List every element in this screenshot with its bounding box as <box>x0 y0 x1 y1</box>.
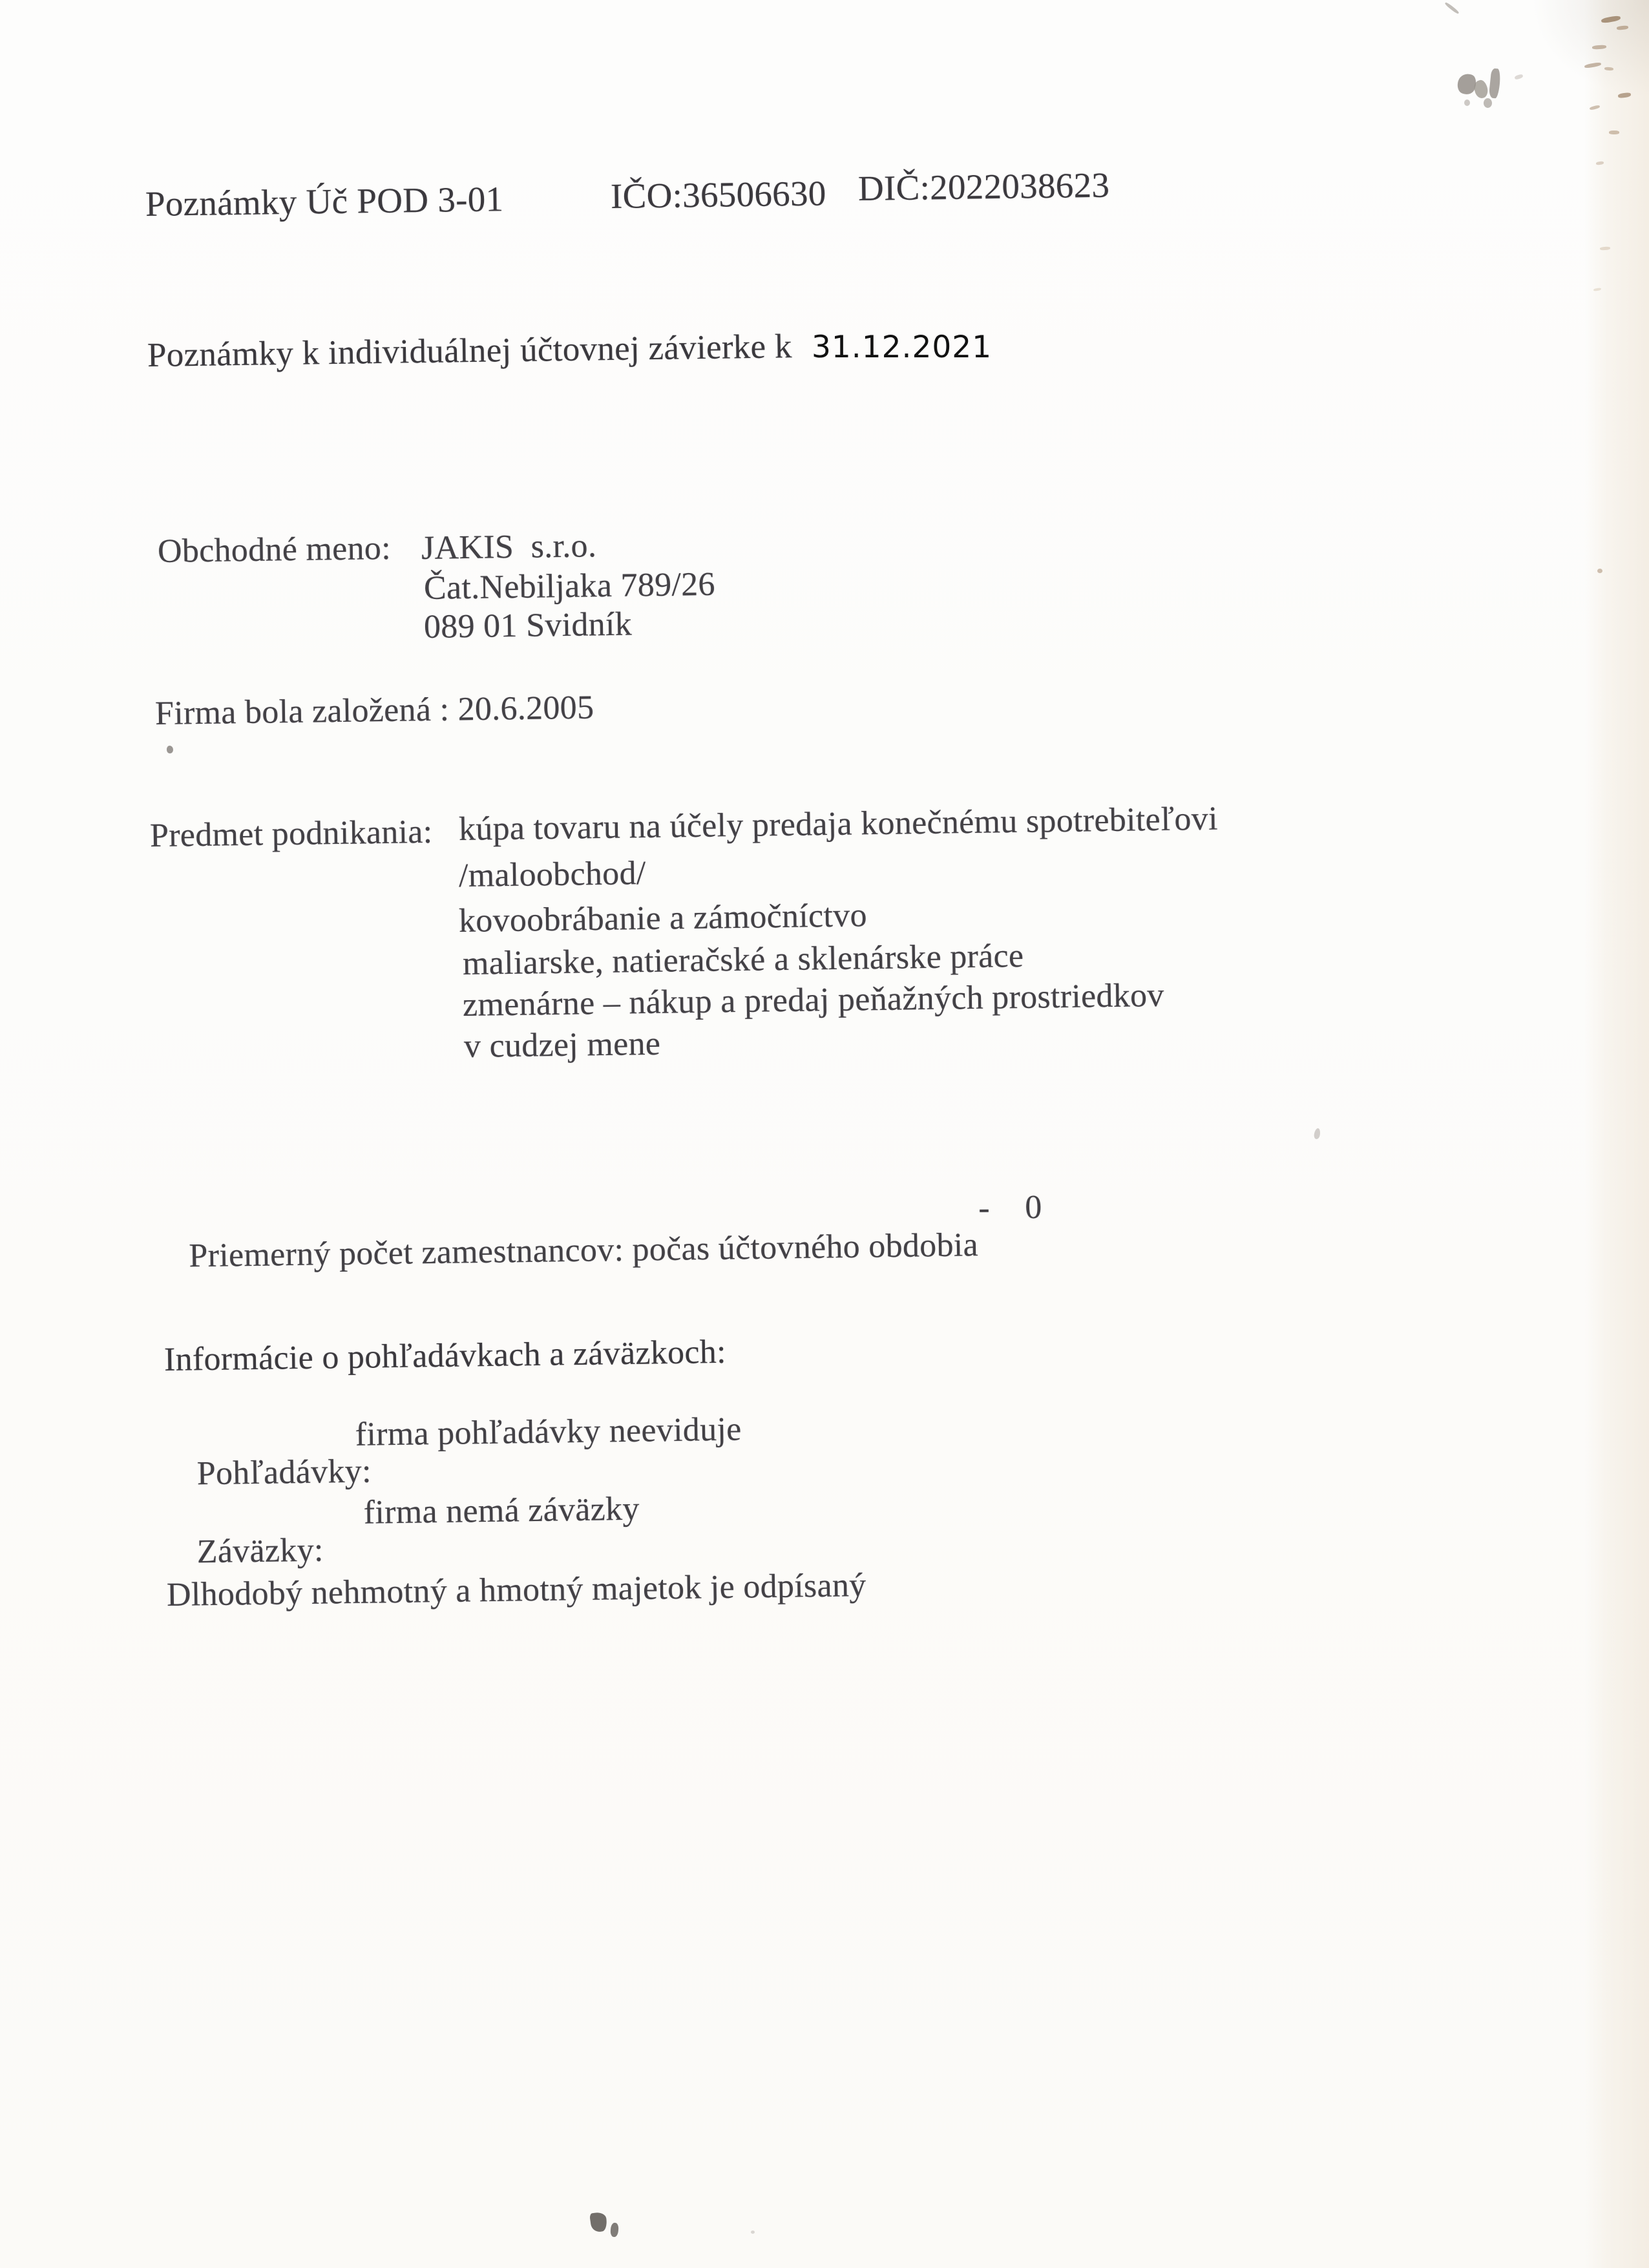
scan-corner-shade <box>1531 0 1649 97</box>
stray-mark <box>167 746 173 753</box>
employees-text: Priemerný počet zamestnancov: počas účtovného obdobia <box>189 1226 979 1275</box>
business-item: zmenárne – nákup a predaj peňažných prostriedkov <box>462 976 1165 1024</box>
ink-blob <box>751 2231 755 2234</box>
closing-date: 31.12.2021 <box>812 330 993 365</box>
business-item: maliarske, natieračské a sklenárske práce <box>462 937 1024 982</box>
ink-smudge <box>1514 74 1523 80</box>
ink-blob <box>610 2223 619 2238</box>
employees-count: 0 <box>1024 1188 1042 1226</box>
payables-label: Záväzky: <box>196 1531 324 1571</box>
receivables-label: Pohľadávky: <box>196 1453 372 1493</box>
business-item: /maloobchod/ <box>458 854 646 894</box>
ink-smudge <box>1484 98 1492 108</box>
business-item: v cudzej mene <box>463 1025 661 1065</box>
company-ico: IČO:36506630 <box>610 173 826 216</box>
employees-dash: - <box>978 1189 991 1227</box>
ink-smudge <box>1489 68 1502 98</box>
ink-smudge <box>1444 2 1460 15</box>
ink-smudge <box>1464 100 1470 106</box>
company-name-label: Obchodné meno: <box>157 529 392 570</box>
payables-value: firma nemá záväzky <box>363 1490 640 1531</box>
company-street: Čat.Nebiljaka 789/26 <box>423 565 716 607</box>
scan-edge-strip <box>1584 0 1649 2268</box>
page-title: Poznámky k individuálnej účtovnej závierke k <box>147 328 793 374</box>
balances-heading: Informácie o pohľadávkach a záväzkoch: <box>163 1333 727 1378</box>
founded-line: Firma bola založená : 20.6.2005 <box>154 689 594 732</box>
company-dic: DIČ:2022038623 <box>857 165 1110 208</box>
ink-smudge <box>1455 71 1479 96</box>
payables-line <box>162 1486 1003 1645</box>
stray-mark <box>1314 1128 1321 1139</box>
business-item: kovoobrábanie a zámočníctvo <box>458 897 868 940</box>
receivables-value: firma pohľadávky neeviduje <box>355 1411 742 1453</box>
company-city: 089 01 Svidník <box>423 605 633 646</box>
company-name: JAKIS s.r.o. <box>421 527 597 567</box>
form-code: Poznámky Úč POD 3-01 <box>145 179 504 224</box>
ink-smudge <box>1473 79 1489 100</box>
business-label: Predmet podnikania: <box>149 813 433 854</box>
ink-blob <box>589 2211 608 2232</box>
business-item: kúpa tovaru na účely predaja konečnému spotrebiteľovi <box>458 800 1219 848</box>
assets-note: Dlhodobý nehmotný a hmotný majetok je odpísaný <box>166 1566 867 1613</box>
